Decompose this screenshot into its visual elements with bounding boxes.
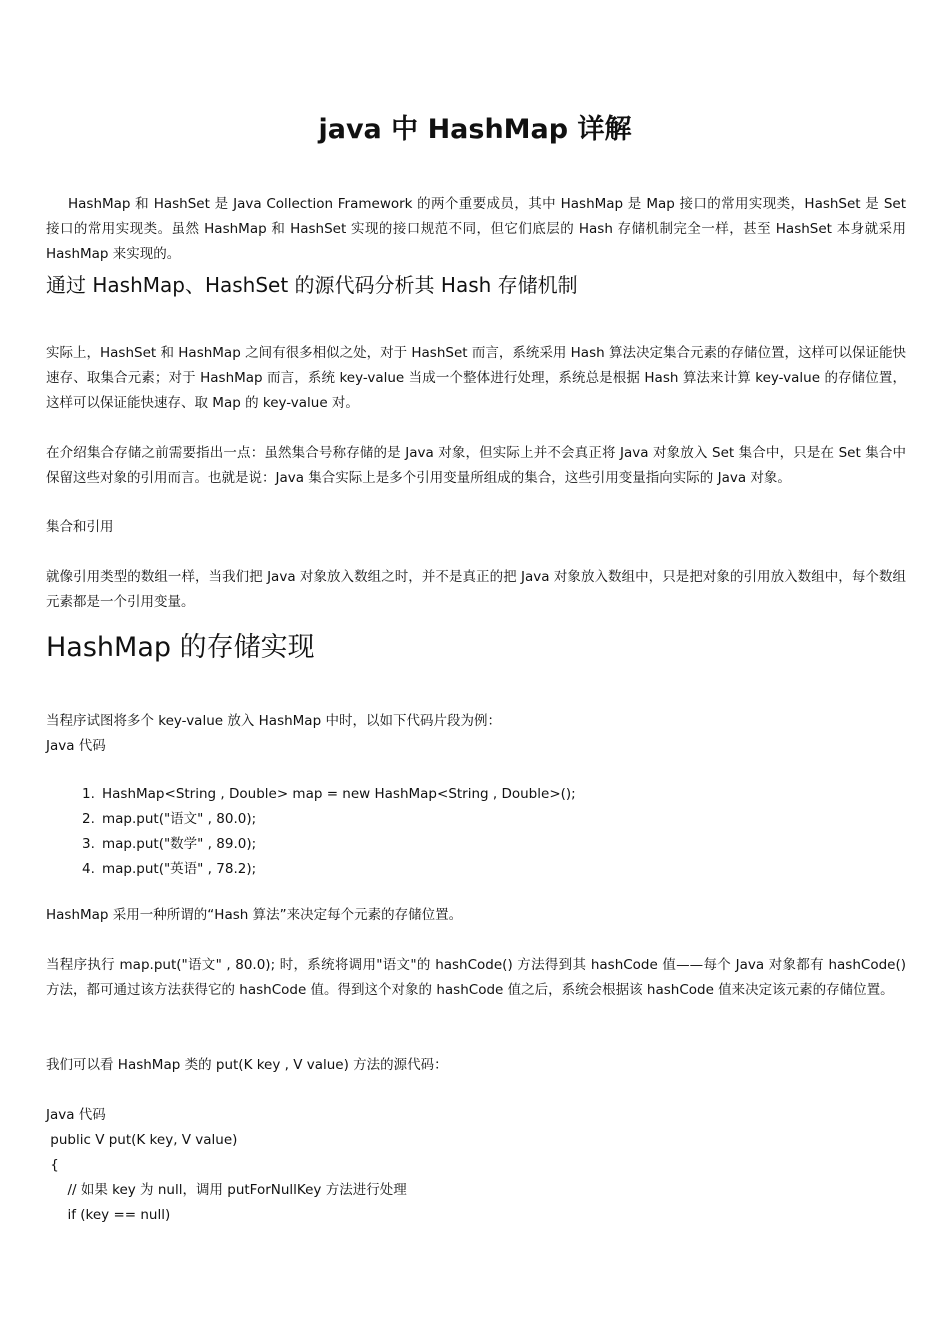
paragraph-similarity: 实际上，HashSet 和 HashMap 之间有很多相似之处，对于 HashSet 而言，系统采用 Hash 算法决定集合元素的存储位置，这样可以保证能快速存、取集合元素；对于 HashMap 而言，系统 key-value 当成一个整体进行处理，系统总是根据 Hash 算法来计算 key-value 的存储位置，这样可以保证能快速存、取 Map 的 key-value 对。 <box>46 345 906 411</box>
section-heading-hash-storage: 通过 HashMap、HashSet 的源代码分析其 Hash 存储机制 <box>46 273 578 297</box>
paragraph-hashcode: 当程序执行 map.put("语文" , 80.0); 时，系统将调用"语文"的 hashCode() 方法得到其 hashCode 值——每个 Java 对象都有 hashCode() 方法，都可通过该方法获得它的 hashCode 值。得到这个对象的 hashCode 值之后，系统会根据该 hashCode 值来决定该元素的存储位置。 <box>46 957 906 998</box>
code-line: 4. map.put("英语" , 78.2); <box>82 861 257 877</box>
paragraph-put-source: 我们可以看 HashMap 类的 put(K key , V value) 方法的源代码： <box>46 1057 448 1073</box>
paragraph-array-analogy: 就像引用类型的数组一样，当我们把 Java 对象放入数组之时，并不是真正的把 Java 对象放入数组中，只是把对象的引用放入数组中，每个数组元素都是一个引用变量。 <box>46 569 906 610</box>
source-code-line: public V put(K key, V value) <box>46 1132 238 1148</box>
document-title: java 中 HashMap 详解 <box>318 114 632 145</box>
source-code-line: { <box>46 1157 59 1173</box>
paragraph-code-intro: 当程序试图将多个 key-value 放入 HashMap 中时，以如下代码片段为例： <box>46 713 501 729</box>
code-line: 3. map.put("数学" , 89.0); <box>82 836 257 852</box>
source-code-line: // 如果 key 为 null，调用 putForNullKey 方法进行处理 <box>46 1182 407 1198</box>
code-label: Java 代码 <box>46 1107 106 1123</box>
code-snippet-list <box>82 782 576 882</box>
code-line: 1. HashMap<String , Double> map = new HashMap<String , Double>(); <box>82 786 576 802</box>
paragraph-references: 在介绍集合存储之前需要指出一点：虽然集合号称存储的是 Java 对象，但实际上并不会真正将 Java 对象放入 Set 集合中，只是在 Set 集合中保留这些对象的引用而言。也就是说：Java 集合实际上是多个引用变量所组成的集合，这些引用变量指向实际的 Java 对象。 <box>46 445 906 486</box>
paragraph-collections-and-references: 集合和引用 <box>46 519 114 535</box>
intro-paragraph: HashMap 和 HashSet 是 Java Collection Framework 的两个重要成员，其中 HashMap 是 Map 接口的常用实现类，HashSet 是 Set 接口的常用实现类。虽然 HashMap 和 HashSet 实现的接口规范不同，但它们底层的 Hash 存储机制完全一样，甚至 HashSet 本身就采用 HashMap 来实现的。 <box>46 196 906 262</box>
section-heading-hashmap-storage: HashMap 的存储实现 <box>46 632 315 663</box>
source-code-line: if (key == null) <box>46 1207 171 1223</box>
code-label: Java 代码 <box>46 738 106 754</box>
code-line: 2. map.put("语文" , 80.0); <box>82 811 257 827</box>
paragraph-hash-algorithm: HashMap 采用一种所谓的“Hash 算法”来决定每个元素的存储位置。 <box>46 907 463 923</box>
